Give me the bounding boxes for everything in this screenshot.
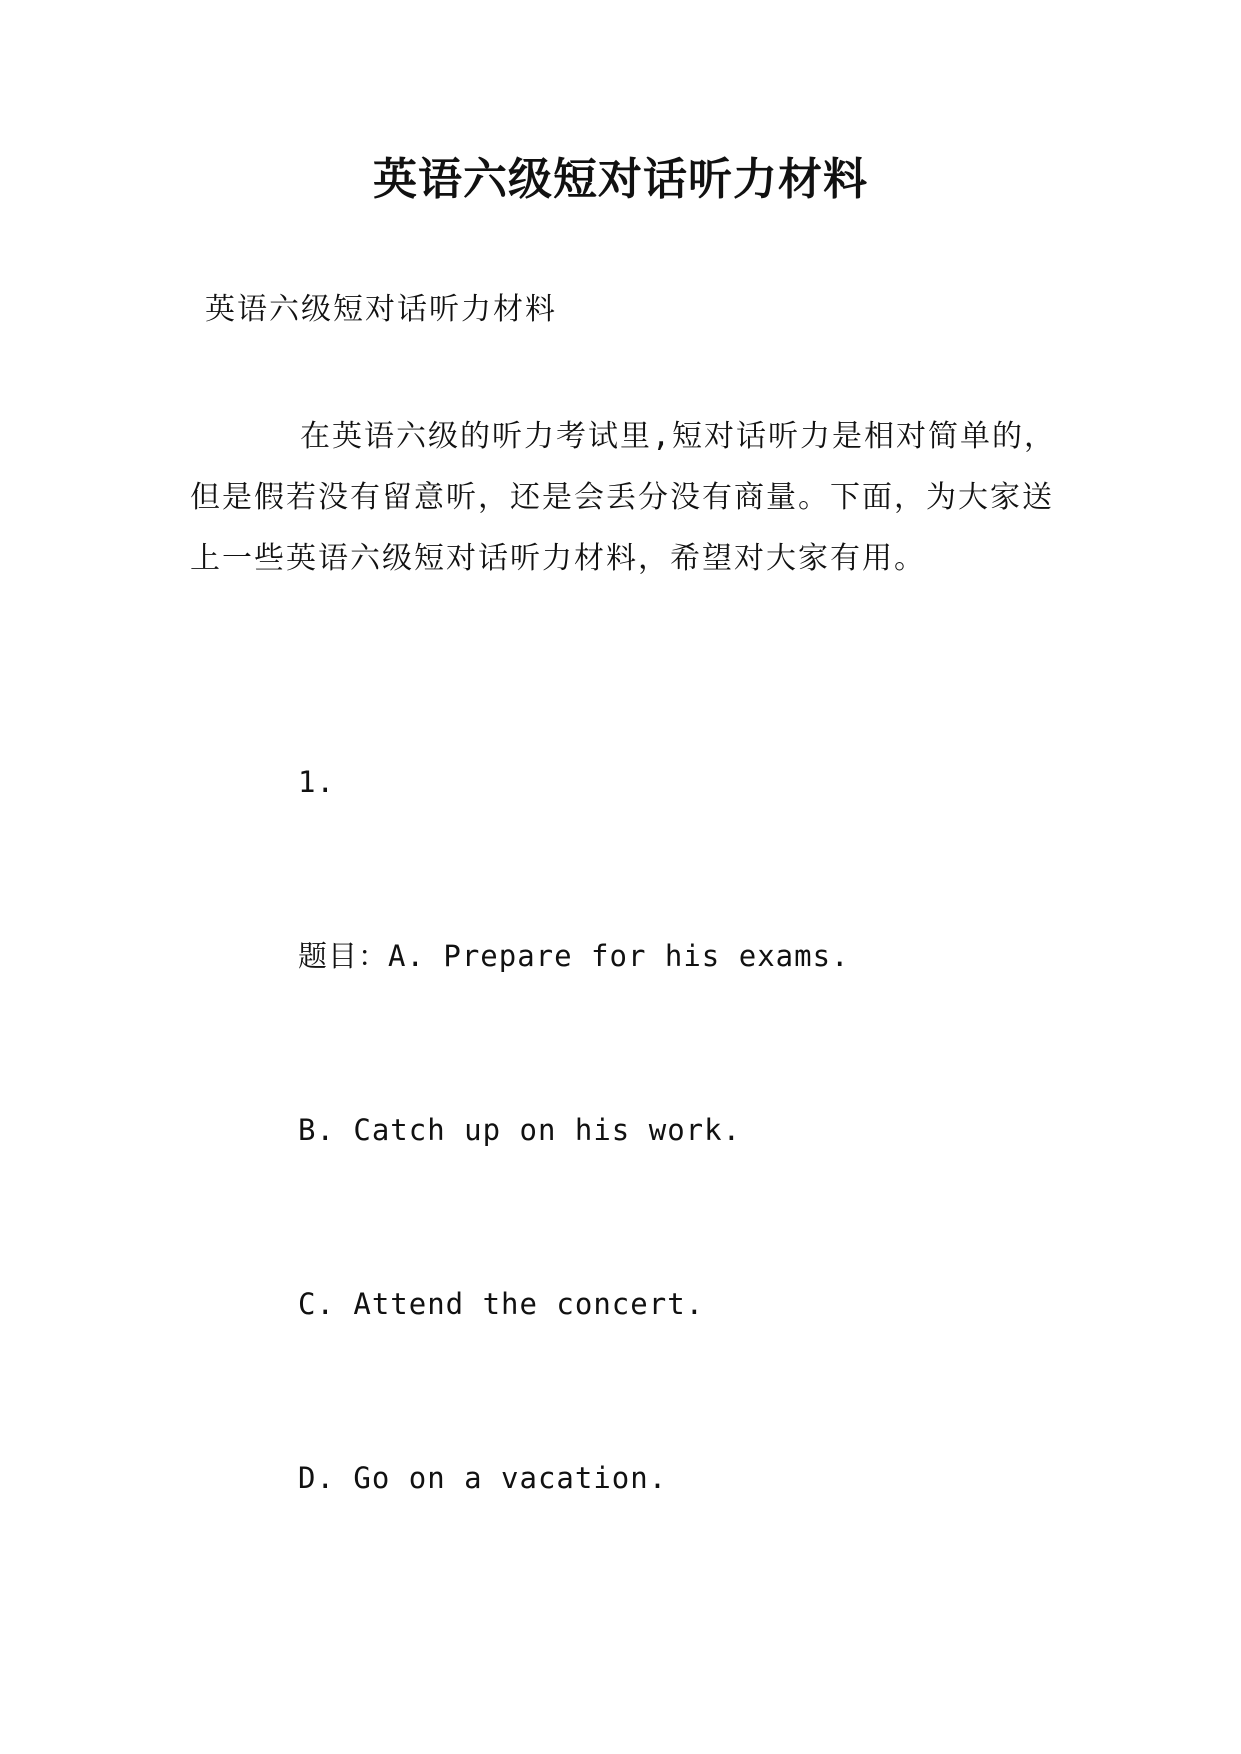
question-prompt: 题目：A. Prepare for his exams. (298, 939, 850, 973)
answer-option-c: C. Attend the concert. (298, 1287, 705, 1321)
document-subtitle: 英语六级短对话听力材料 (205, 292, 557, 327)
question-number: 1. (298, 765, 335, 799)
answer-option-b: B. Catch up on his work. (298, 1113, 742, 1147)
answer-option-d: D. Go on a vacation. (298, 1461, 668, 1495)
intro-paragraph: 在英语六级的听力考试里,短对话听力是相对简单的，但是假若没有留意听，还是会丢分没有商量。下面，为大家送上一些英语六级短对话听力材料，希望对大家有用。 (190, 419, 1057, 576)
page-title: 英语六级短对话听力材料 (373, 154, 868, 205)
